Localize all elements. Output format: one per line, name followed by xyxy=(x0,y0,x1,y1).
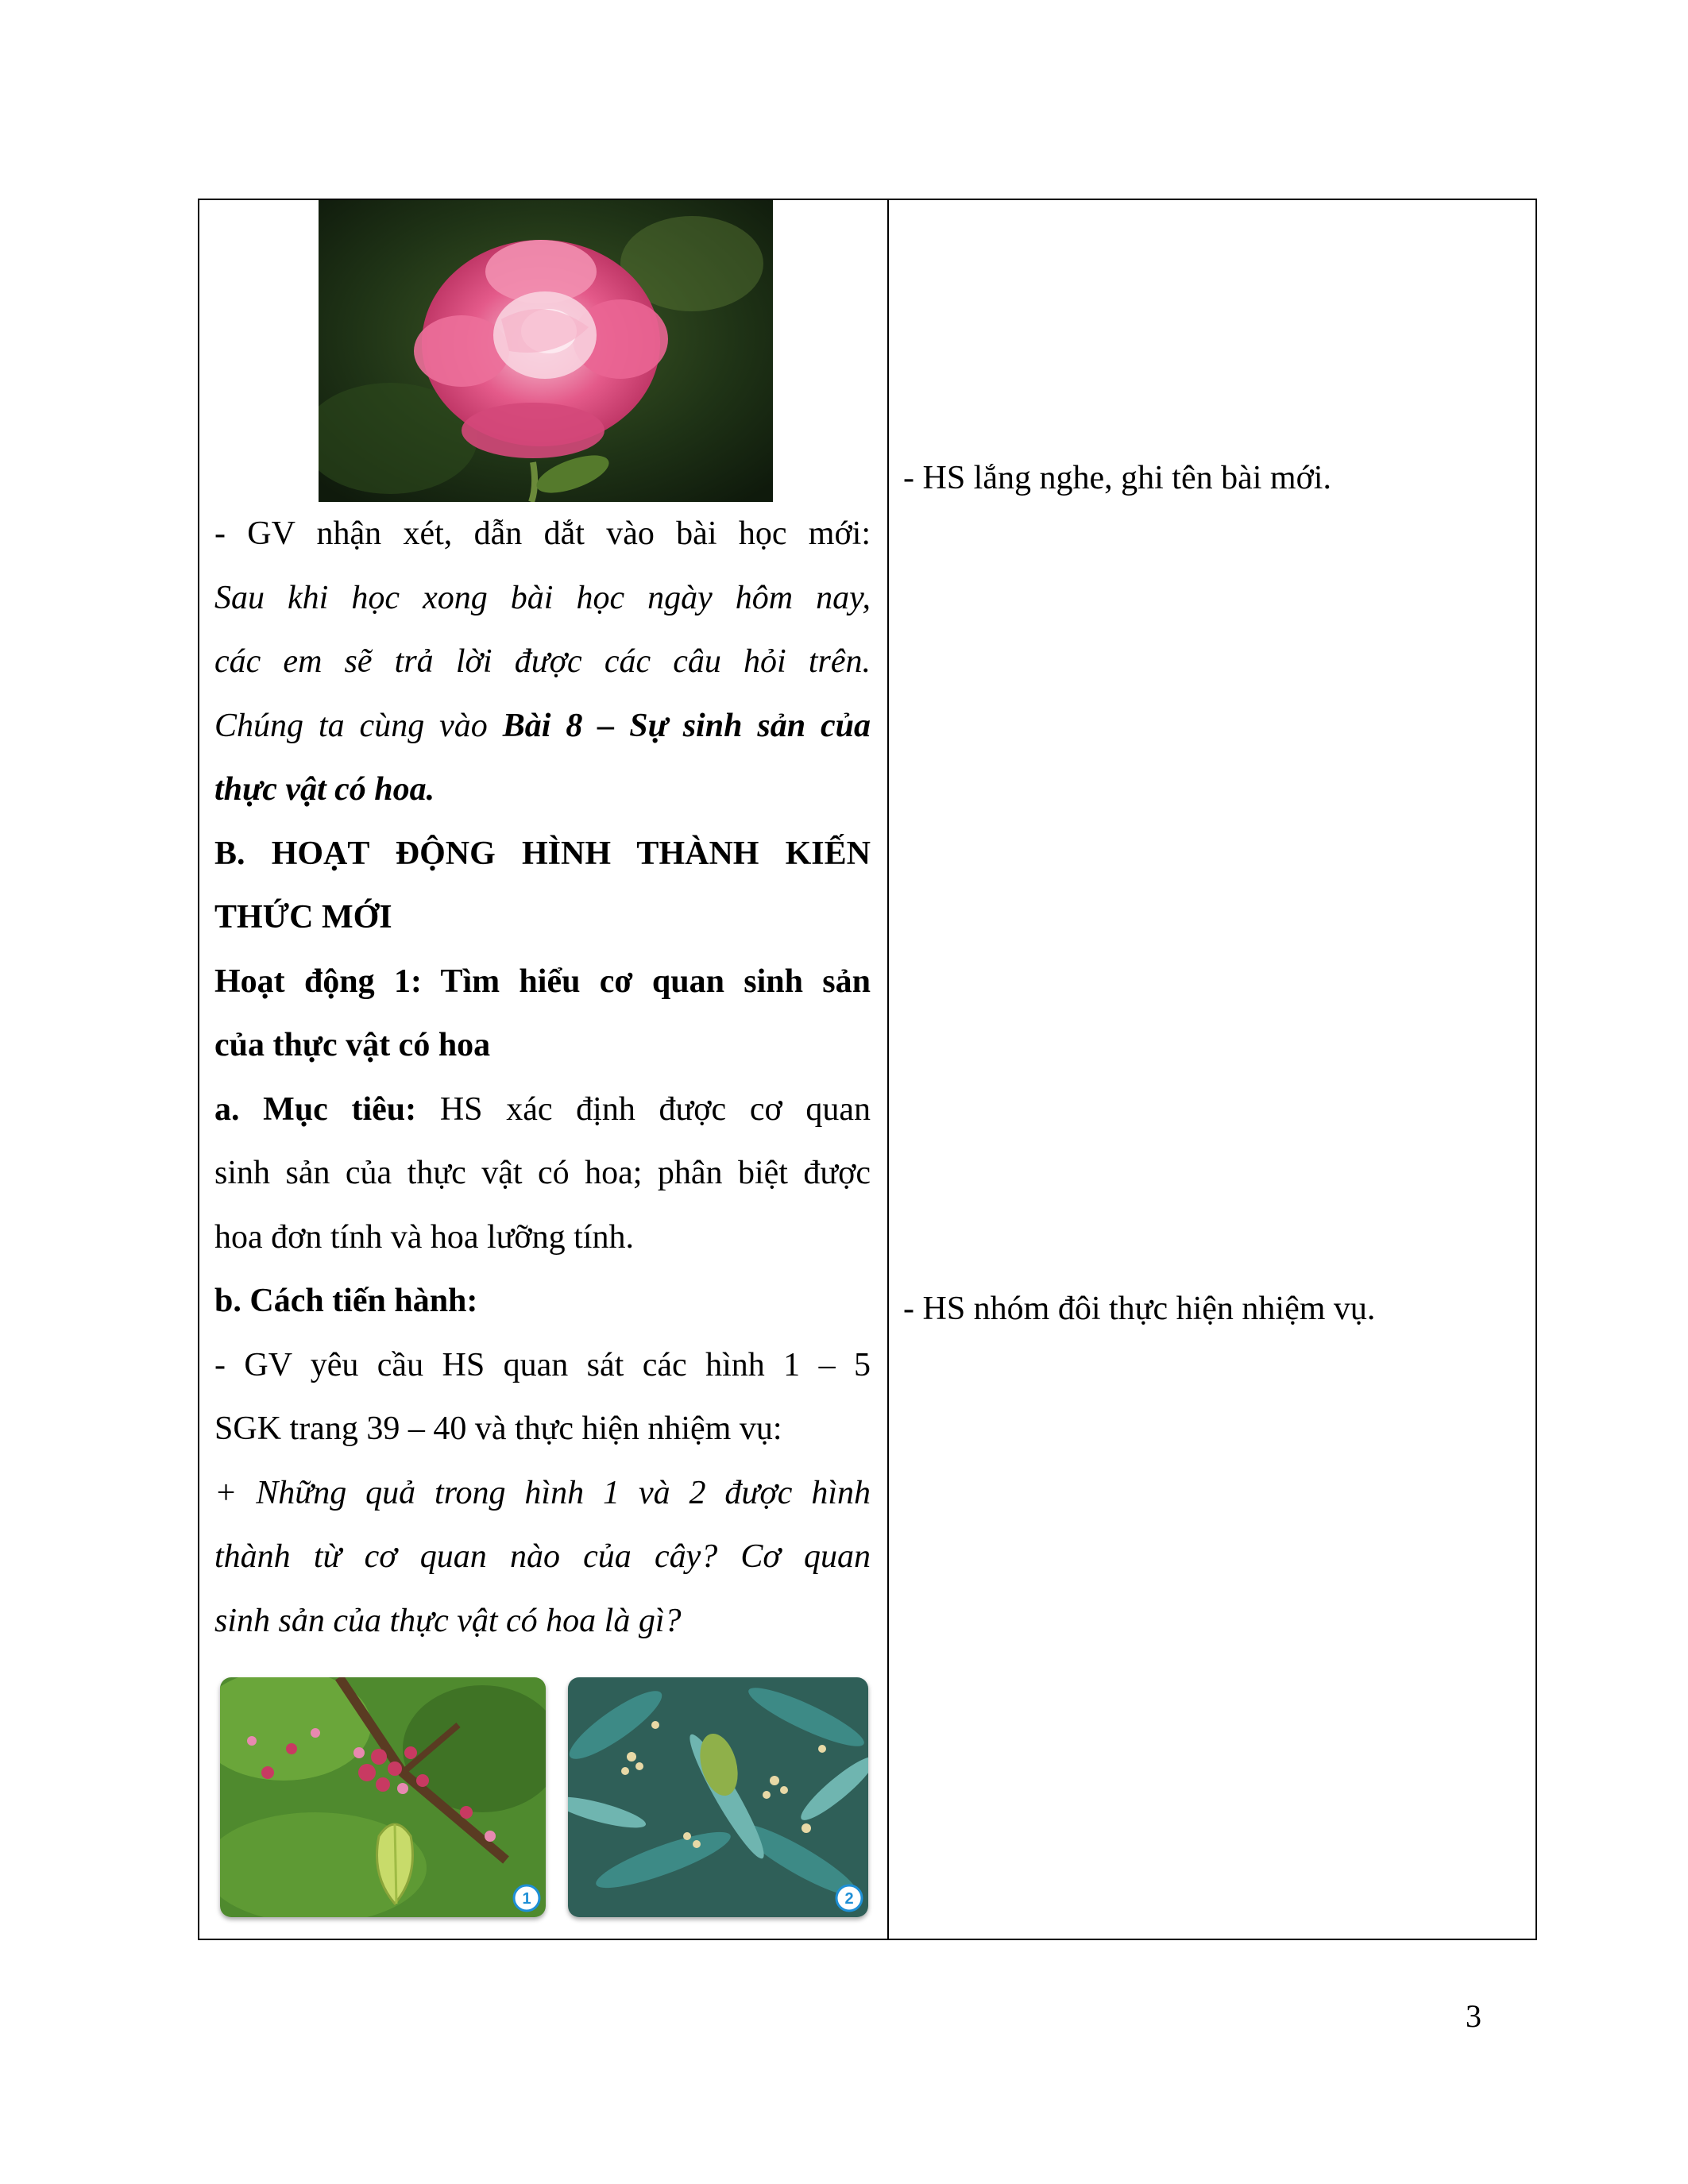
activity-heading: Hoạt động 1: Tìm hiểu cơ quan sinh sản xyxy=(214,963,871,1000)
student-response: - HS lắng nghe, ghi tên bài mới. xyxy=(903,460,1331,496)
figure-number: 1 xyxy=(522,1890,531,1908)
section-heading: THỨC MỚI xyxy=(214,899,392,936)
figure-number-badge xyxy=(512,1884,541,1912)
intro-text: Chúng ta cùng vào xyxy=(214,707,503,744)
intro-line: Sau khi học xong bài học ngày hôm nay, xyxy=(214,579,871,616)
student-activity-column xyxy=(889,200,1535,1939)
question-line: + Những quả trong hình 1 và 2 được hình xyxy=(214,1474,871,1511)
goal-line xyxy=(214,1078,871,1142)
section-heading: B. HOẠT ĐỘNG HÌNH THÀNH KIẾN xyxy=(214,835,871,872)
student-response: - HS nhóm đôi thực hiện nhiệm vụ. xyxy=(903,1291,1376,1327)
lesson-table xyxy=(198,199,1537,1940)
goal-text: HS xác định được cơ quan xyxy=(416,1090,871,1128)
goal-line: hoa đơn tính và hoa lưỡng tính. xyxy=(214,1218,634,1256)
lesson-title: thực vật có hoa. xyxy=(214,771,435,808)
peony-photo xyxy=(319,200,773,502)
task-line: SGK trang 39 – 40 và thực hiện nhiệm vụ: xyxy=(214,1410,782,1447)
starfruit-photo xyxy=(220,1677,546,1917)
intro-line: - GV nhận xét, dẫn dắt vào bài học mới: xyxy=(214,515,871,552)
intro-line xyxy=(214,694,871,758)
goal-line: sinh sản của thực vật có hoa; phân biệt được xyxy=(214,1155,871,1191)
question-line: thành từ cơ quan nào của cây? Cơ quan xyxy=(214,1538,871,1575)
goal-label: a. Mục tiêu: xyxy=(214,1090,417,1128)
figure-number-badge xyxy=(835,1884,863,1912)
mango-photo xyxy=(568,1677,868,1917)
figure-mango xyxy=(568,1677,868,1917)
teacher-text xyxy=(214,502,871,1653)
activity-heading: của thực vật có hoa xyxy=(214,1027,491,1063)
procedure-label: b. Cách tiến hành: xyxy=(214,1283,478,1319)
page-number: 3 xyxy=(1466,1998,1481,2034)
intro-line: các em sẽ trả lời được các câu hỏi trên. xyxy=(214,643,871,680)
question-line: sinh sản của thực vật có hoa là gì? xyxy=(214,1602,682,1639)
teacher-activity-column xyxy=(199,200,889,1939)
task-line: - GV yêu cầu HS quan sát các hình 1 – 5 xyxy=(214,1346,871,1383)
figure-starfruit xyxy=(220,1677,546,1917)
figure-number: 2 xyxy=(844,1890,854,1908)
lesson-title: Bài 8 – Sự sinh sản của xyxy=(502,707,871,744)
